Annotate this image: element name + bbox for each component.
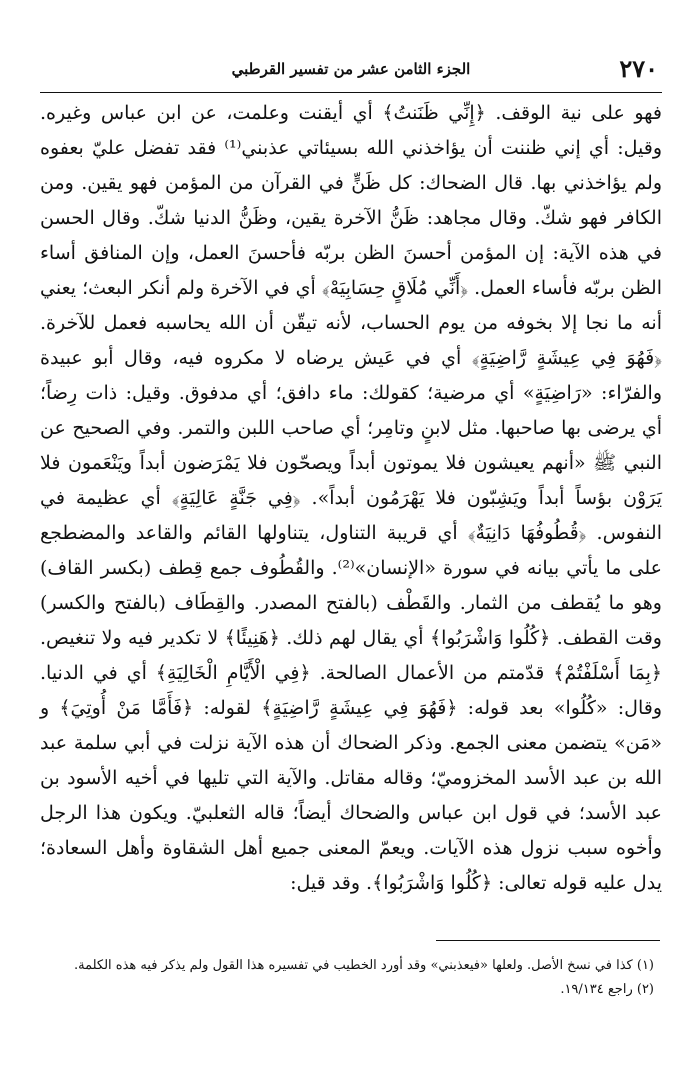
main-text [40,96,662,901]
footnote-1: (١) كذا في نسخ الأصل. ولعلها «فيعذبني» وقد أورد الخطيب في تفسيره هذا القول ولم يذكر فيه هذه الكلمة. [73,958,654,973]
page-header [40,52,662,93]
footnote-2: (٢) راجع ١٩/١٣٤. [560,982,654,997]
page-number: ٢٧٠ [619,54,658,83]
footnote-divider [436,940,660,941]
footnotes [40,954,654,1002]
body-paragraph: فهو على نية الوقف. ﴿إِنِّي ظَنَنتُ﴾ أي أيقنت وعلمت، عن ابن عباس وغيره. وقيل: أي إني ظننت أن يؤاخذني الله بسيئاتي عذبني⁽¹⁾ فقد تفضل عليّ بعفوه ولم يؤاخذني بها. قال الضحاك: كل ظَنٍّ في القرآن من المؤمن فهو يقين. ومن الكافر فهو شكّ. وقال مجاهد: ظَنُّ الآخرة يقين، وظَنُّ الدنيا شكّ. وقال الحسن في هذه الآية: إن المؤمن أحسنَ الظن بربّه فأحسنَ العمل، وإن المنافق أساء الظن بربّه فأساء العمل. ﴿أَنِّي مُلَاقٍ حِسَابِيَهْ﴾ أي في الآخرة ولم أنكر البعث؛ يعني أنه ما نجا إلا بخوفه من يوم الحساب، لأنه تيقّن أن الله يحاسبه فعمل للآخرة. ﴿فَهُوَ فِي عِيشَةٍ رَّاضِيَةٍ﴾ أي في عَيش يرضاه لا مكروه فيه، وقال أبو عبيدة والفرّاء: «رَاضِيَةٍ» أي مرضية؛ كقولك: ماء دافق؛ أي مدفوق. وقيل: ذات رِضاً؛ أي يرضى بها صاحبها. مثل لابنٍ وتامِر؛ أي صاحب اللبن والتمر. وفي الصحيح عن النبي ﷺ «أنهم يعيشون فلا يموتون أبداً ويصحّون فلا يَمْرَضون أبداً ويَنْعَمون فلا يَرَوْن بؤساً أبداً ويَشِبّون فلا يَهْرَمُون أبداً». ﴿فِي جَنَّةٍ عَالِيَةٍ﴾ أي عظيمة في النفوس. ﴿قُطُوفُهَا دَانِيَةٌ﴾ أي قريبة التناول، يتناولها القائم والقاعد والمضطجع على ما يأتي بيانه في سورة «الإنسان»⁽²⁾. والقُطُوف جمع قِطف (بكسر القاف) وهو ما يُقطف من الثمار. والقَطْف (بالفتح المصدر. والقِطَاف (بالفتح والكسر) وقت القطف. ﴿كُلُوا وَاشْرَبُوا﴾ أي يقال لهم ذلك. ﴿هَنِيئًا﴾ لا تكدير فيه ولا تنغيص. ﴿بِمَا أَسْلَفْتُمْ﴾ قدّمتم من الأعمال الصالحة. ﴿فِي الْأَيَّامِ الْخَالِيَةِ﴾ أي في الدنيا. وقال: «كُلُوا» بعد قوله: ﴿فَهُوَ فِي عِيشَةٍ رَّاضِيَةٍ﴾ لقوله: ﴿فَأَمَّا مَنْ أُوتِيَ﴾ و «مَن» يتضمن معنى الجمع. وذكر الضحاك أن هذه الآية نزلت في أبي سلمة عبد الله بن عبد الأسد المخزوميّ؛ وقاله مقاتل. والآية التي تليها في أخيه الأسود بن عبد الأسد؛ في قول ابن عباس والضحاك أيضاً؛ قاله الثعلبيّ. ويكون هذا الرجل وأخوه سبب نزول هذه الآيات. ويعمّ المعنى جميع أهل الشقاوة وأهل السعادة؛ يدل عليه قوله تعالى: ﴿كُلُوا وَاشْرَبُوا﴾. وقد قيل: [40,102,663,894]
running-title: الجزء الثامن عشر من تفسير القرطبي [231,60,471,78]
